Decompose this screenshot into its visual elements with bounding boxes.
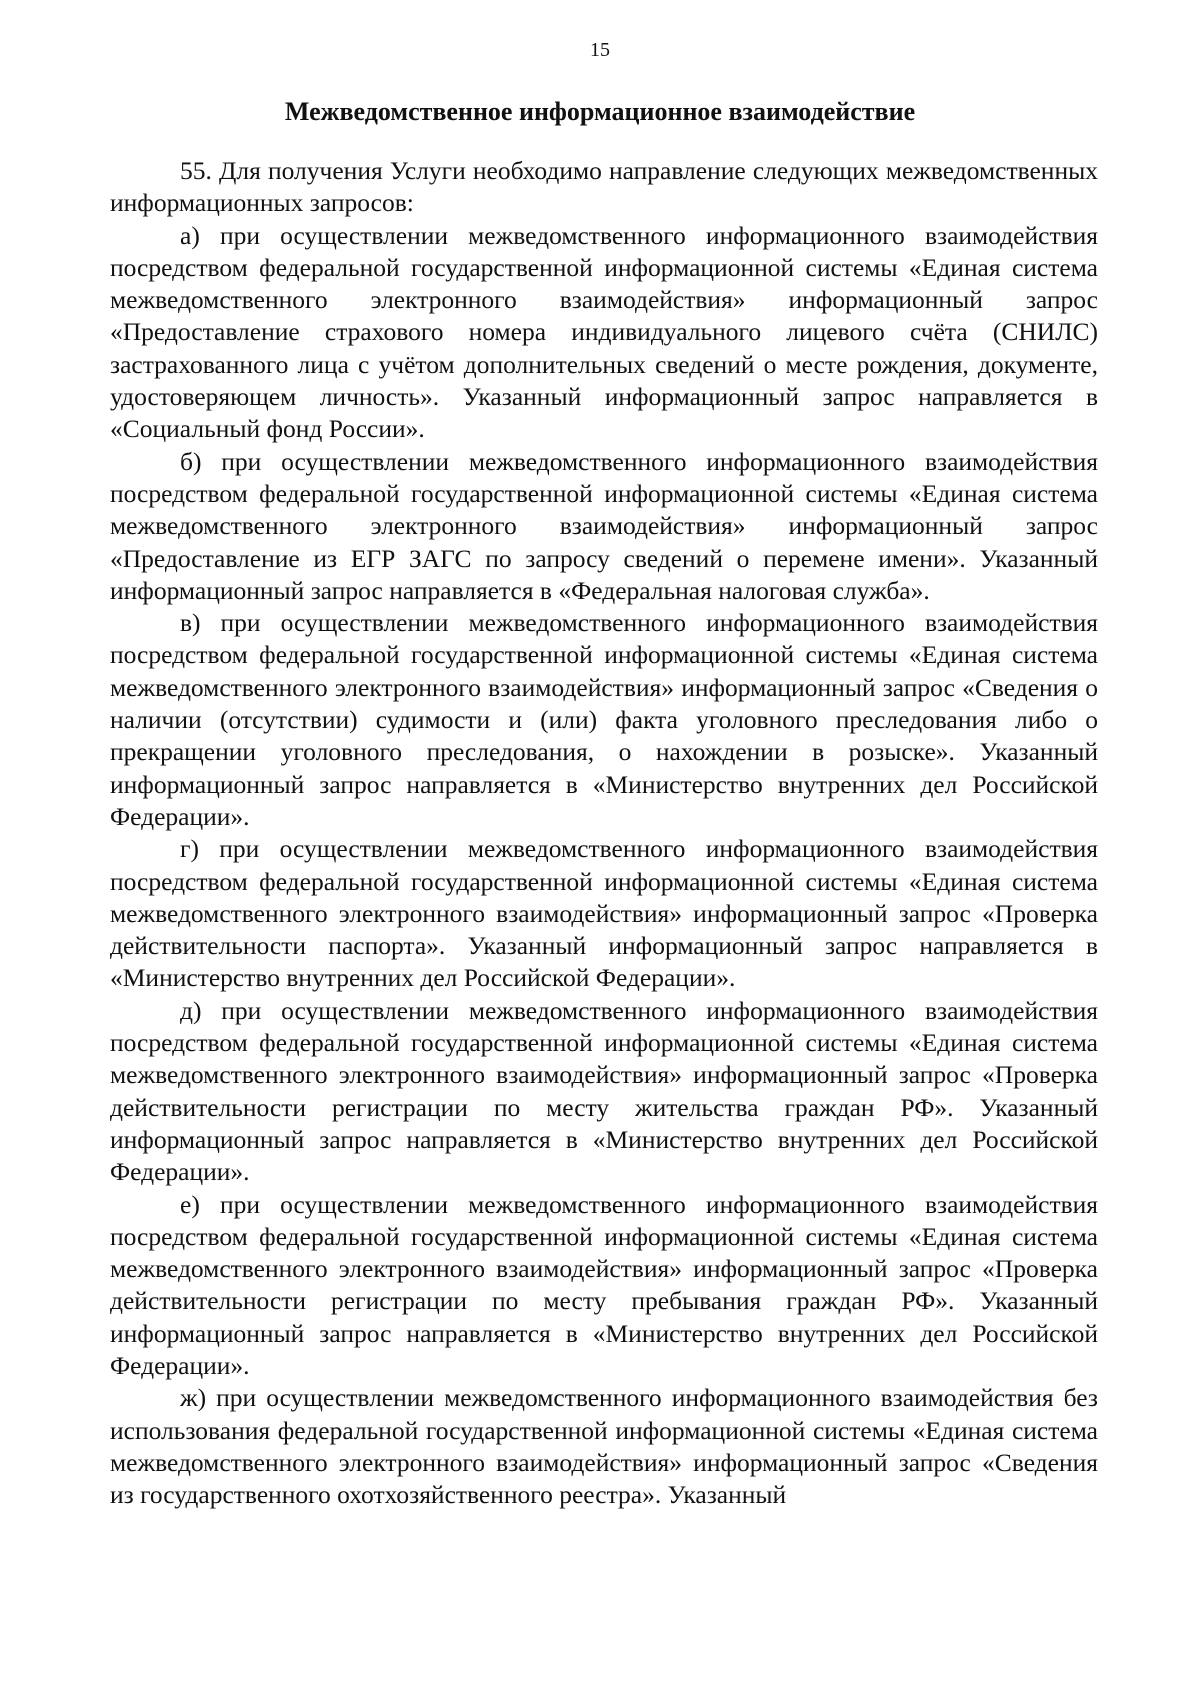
paragraph-item-d: д) при осуществлении межведомственного информационного взаимодействия посредством федеральной государственной информационной системы «Единая система межведомственного электронного взаимодействия» информационный запрос «Проверка действительности регистрации по месту жительства граждан РФ». Указанный информационный запрос направляется в «Министерство внутренних дел Российской Федерации». [110, 995, 1098, 1187]
paragraph-item-g: г) при осуществлении межведомственного информационного взаимодействия посредством федеральной государственной информационной системы «Единая система межведомственного электронного взаимодействия» информационный запрос «Проверка действительности паспорта». Указанный информационный запрос направляется в «Министерство внутренних дел Российской Федерации». [110, 834, 1098, 993]
page-number: 15 [590, 39, 610, 61]
paragraph-item-e: е) при осуществлении межведомственного информационного взаимодействия посредством федеральной государственной информационной системы «Единая система межведомственного электронного взаимодействия» информационный запрос «Проверка действительности регистрации по месту пребывания граждан РФ». Указанный информационный запрос направляется в «Министерство внутренних дел Российской Федерации». [110, 1189, 1098, 1380]
paragraph-55-intro: 55. Для получения Услуги необходимо направление следующих межведомственных информационных запросов: [110, 156, 1098, 218]
paragraph-item-zh: ж) при осуществлении межведомственного информационного взаимодействия без использования федеральной государственной информационной системы «Единая система межведомственного электронного взаимодействия» информационный запрос «Сведения из государственного охотхозяйственного реестра». Указанный [110, 1383, 1098, 1510]
paragraph-item-b: б) при осуществлении межведомственного информационного взаимодействия посредством федеральной государственной информационной системы «Единая система межведомственного электронного взаимодействия» информационный запрос «Предоставление из ЕГР ЗАГС по запросу сведений о перемене имени». Указанный информационный запрос направляется в «Федеральная налоговая служба». [110, 446, 1098, 605]
paragraph-item-v: в) при осуществлении межведомственного информационного взаимодействия посредством федеральной государственной информационной системы «Единая система межведомственного электронного взаимодействия» информационный запрос «Сведения о наличии (отсутствии) судимости и (или) факта уголовного преследования либо о прекращении уголовного преследования, о нахождении в розыске». Указанный информационный запрос направляется в «Министерство внутренних дел Российской Федерации». [110, 608, 1098, 831]
paragraph-item-a: а) при осуществлении межведомственного информационного взаимодействия посредством федеральной государственной информационной системы «Единая система межведомственного электронного взаимодействия» информационный запрос «Предоставление страхового номера индивидуального лицевого счёта (СНИЛС) застрахованного лица с учётом дополнительных сведений о месте рождения, документе, удостоверяющем личность». Указанный информационный запрос направляется в «Социальный фонд России». [110, 220, 1098, 444]
document-body [110, 155, 1098, 1511]
section-heading: Межведомственное информационное взаимодействие [284, 97, 916, 126]
